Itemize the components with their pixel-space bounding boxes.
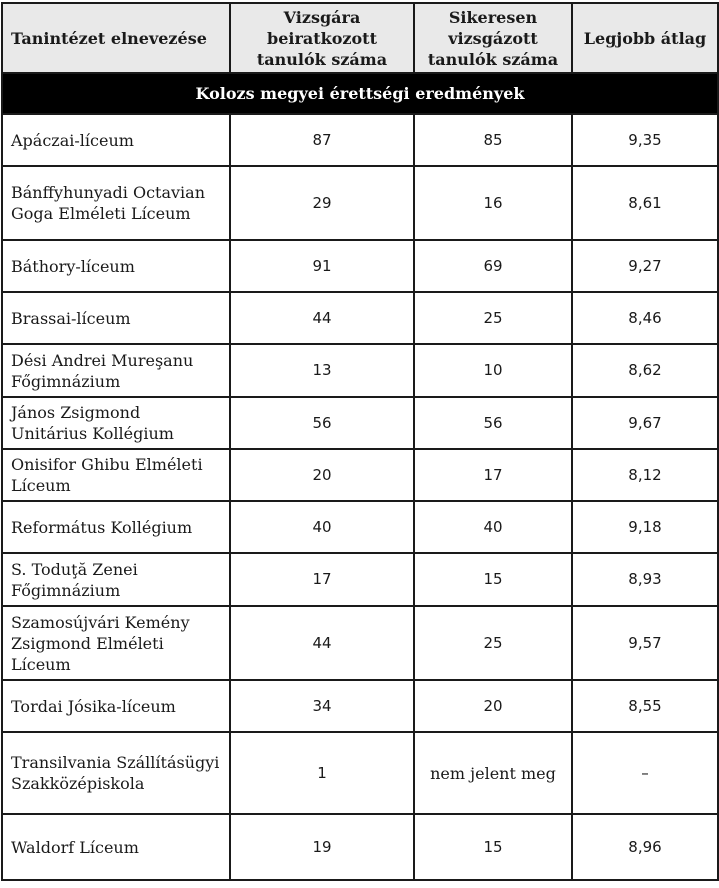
cell-best-average: 8,12 xyxy=(572,449,718,501)
cell-passed: 56 xyxy=(414,397,572,449)
header-school-name: Tanintézet elnevezése xyxy=(2,3,230,73)
cell-enrolled: 40 xyxy=(230,501,414,553)
cell-school-name: Tordai Jósika-líceum xyxy=(2,680,230,732)
cell-passed: 85 xyxy=(414,114,572,166)
cell-passed: 25 xyxy=(414,606,572,680)
cell-best-average: 8,55 xyxy=(572,680,718,732)
cell-enrolled: 1 xyxy=(230,732,414,814)
cell-enrolled: 44 xyxy=(230,292,414,344)
table-row xyxy=(2,166,718,240)
cell-passed: 40 xyxy=(414,501,572,553)
table-row xyxy=(2,449,718,501)
table-row xyxy=(2,680,718,732)
cell-best-average: 8,93 xyxy=(572,553,718,606)
cell-school-name: Báthory-líceum xyxy=(2,240,230,292)
table-row xyxy=(2,240,718,292)
cell-passed: 17 xyxy=(414,449,572,501)
table-row xyxy=(2,397,718,449)
cell-best-average: 9,35 xyxy=(572,114,718,166)
table-row xyxy=(2,606,718,680)
table-row xyxy=(2,732,718,814)
table-body xyxy=(2,73,718,880)
header-enrolled: Vizsgára beiratkozott tanulók száma xyxy=(230,3,414,73)
cell-school-name: Szamosújvári Kemény Zsigmond Elméleti Líceum xyxy=(2,606,230,680)
cell-enrolled: 56 xyxy=(230,397,414,449)
cell-school-name: Bánffyhunyadi Octavian Goga Elméleti Líceum xyxy=(2,166,230,240)
table-header xyxy=(2,3,718,73)
section-row xyxy=(2,73,718,114)
cell-enrolled: 87 xyxy=(230,114,414,166)
table-row xyxy=(2,344,718,397)
cell-best-average: 9,57 xyxy=(572,606,718,680)
header-passed: Sikeresen vizsgázott tanulók száma xyxy=(414,3,572,73)
cell-enrolled: 44 xyxy=(230,606,414,680)
cell-passed: 69 xyxy=(414,240,572,292)
table-row xyxy=(2,814,718,880)
section-title: Kolozs megyei érettségi eredmények xyxy=(2,73,718,114)
table-row xyxy=(2,501,718,553)
cell-best-average: 8,46 xyxy=(572,292,718,344)
header-row xyxy=(2,3,718,73)
cell-best-average: 9,18 xyxy=(572,501,718,553)
cell-enrolled: 20 xyxy=(230,449,414,501)
cell-school-name: Apáczai-líceum xyxy=(2,114,230,166)
cell-enrolled: 91 xyxy=(230,240,414,292)
cell-best-average: 8,62 xyxy=(572,344,718,397)
cell-enrolled: 19 xyxy=(230,814,414,880)
cell-passed: 10 xyxy=(414,344,572,397)
cell-passed: 15 xyxy=(414,814,572,880)
cell-passed: 15 xyxy=(414,553,572,606)
cell-school-name: Brassai-líceum xyxy=(2,292,230,344)
cell-school-name: Onisifor Ghibu Elméleti Líceum xyxy=(2,449,230,501)
table-row xyxy=(2,292,718,344)
cell-passed: 20 xyxy=(414,680,572,732)
results-table xyxy=(1,2,719,881)
cell-school-name: Waldorf Líceum xyxy=(2,814,230,880)
table-row xyxy=(2,114,718,166)
cell-enrolled: 17 xyxy=(230,553,414,606)
cell-enrolled: 29 xyxy=(230,166,414,240)
cell-enrolled: 13 xyxy=(230,344,414,397)
cell-passed: 25 xyxy=(414,292,572,344)
cell-best-average: 8,61 xyxy=(572,166,718,240)
cell-best-average: 9,27 xyxy=(572,240,718,292)
cell-passed: nem jelent meg xyxy=(414,732,572,814)
table-row xyxy=(2,553,718,606)
cell-passed: 16 xyxy=(414,166,572,240)
header-best-average: Legjobb átlag xyxy=(572,3,718,73)
cell-school-name: János Zsigmond Unitárius Kollégium xyxy=(2,397,230,449)
cell-best-average: – xyxy=(572,732,718,814)
cell-best-average: 8,96 xyxy=(572,814,718,880)
cell-school-name: S. Toduţă Zenei Főgimnázium xyxy=(2,553,230,606)
cell-school-name: Református Kollégium xyxy=(2,501,230,553)
cell-school-name: Transilvania Szállításügyi Szakközépiskola xyxy=(2,732,230,814)
cell-best-average: 9,67 xyxy=(572,397,718,449)
cell-school-name: Dési Andrei Mureşanu Főgimnázium xyxy=(2,344,230,397)
cell-enrolled: 34 xyxy=(230,680,414,732)
